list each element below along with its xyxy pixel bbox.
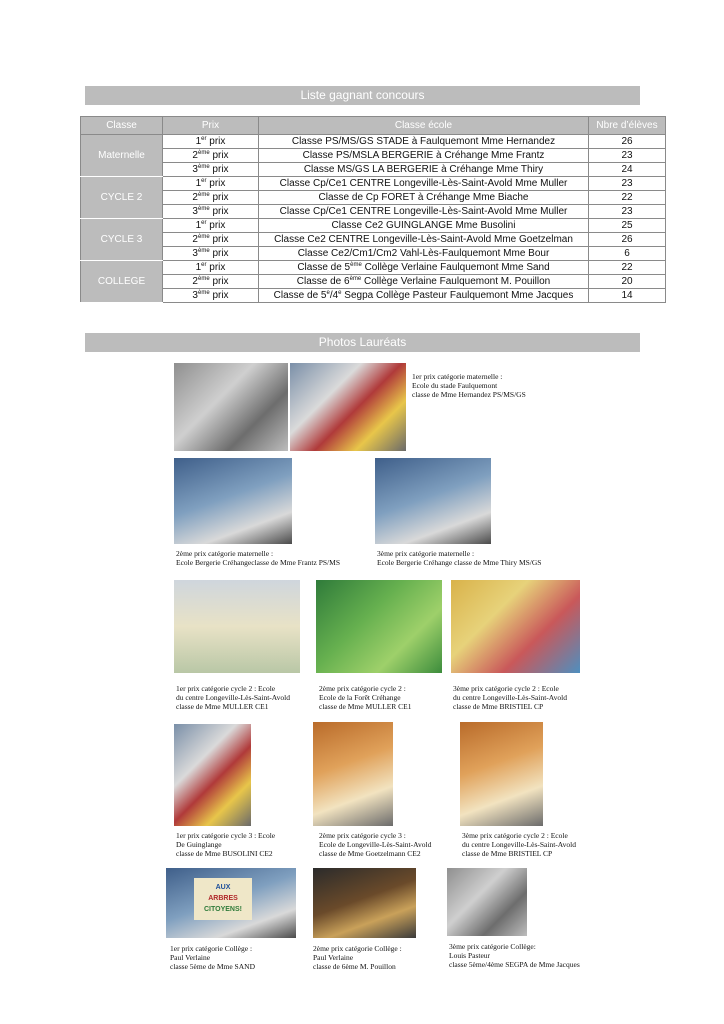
category-cell: CYCLE 3 — [81, 219, 163, 261]
caption-col3: 3ème prix catégorie Collège: Louis Pasteur classe 5ème/4ème SEGPA de Mme Jacques — [449, 942, 580, 969]
photo-c2-3 — [451, 580, 580, 673]
school-cell: Classe Ce2/Cm1/Cm2 Vahl-Lès-Faulquemont Mme Bour — [259, 247, 589, 261]
school-cell: Classe Cp/Ce1 CENTRE Longeville-Lès-Saint-Avold Mme Muller — [259, 205, 589, 219]
count-cell: 26 — [589, 135, 666, 149]
school-cell: Classe PS/MS/GS STADE à Faulquemont Mme Hernandez — [259, 135, 589, 149]
caption-mat2: 2ème prix catégorie maternelle : Ecole Bergerie Créhangeclasse de Mme Frantz PS/MS — [176, 549, 340, 567]
table-row — [81, 289, 666, 303]
prize-cell: 1er prix — [163, 261, 259, 275]
category-cell: Maternelle — [81, 135, 163, 177]
count-cell: 20 — [589, 275, 666, 289]
category-cell: CYCLE 2 — [81, 177, 163, 219]
school-cell: Classe de 5ème Collège Verlaine Faulquemont Mme Sand — [259, 261, 589, 275]
prize-cell: 1er prix — [163, 135, 259, 149]
caption-c2-3: 3ème prix catégorie cycle 2 : Ecole du centre Longeville-Lès-Saint-Avold classe de Mme BRISTIEL CP — [453, 684, 567, 711]
caption-mat3: 3ème prix catégorie maternelle : Ecole Bergerie Créhange classe de Mme Thiry MS/GS — [377, 549, 542, 567]
table-row — [81, 233, 666, 247]
count-cell: 23 — [589, 205, 666, 219]
winners-list-banner: Liste gagnant concours — [85, 86, 640, 105]
prize-cell: 2ème prix — [163, 233, 259, 247]
photo-mat1-b — [290, 363, 406, 451]
header-classe: Classe — [81, 117, 163, 135]
photo-sign: AUX ARBRES CITOYENS! — [194, 878, 252, 920]
photo-mat1-a — [174, 363, 288, 451]
winners-table — [80, 116, 666, 303]
prize-cell: 3ème prix — [163, 163, 259, 177]
table-row — [81, 163, 666, 177]
category-cell: COLLEGE — [81, 261, 163, 303]
header-nbre-eleves: Nbre d’élèves — [589, 117, 666, 135]
count-cell: 24 — [589, 163, 666, 177]
school-cell: Classe PS/MSLA BERGERIE à Créhange Mme Frantz — [259, 149, 589, 163]
count-cell: 23 — [589, 177, 666, 191]
school-cell: Classe Ce2 CENTRE Longeville-Lès-Saint-Avold Mme Goetzelman — [259, 233, 589, 247]
table-row — [81, 191, 666, 205]
school-cell: Classe de 5e/4e Segpa Collège Pasteur Faulquemont Mme Jacques — [259, 289, 589, 303]
caption-c3-2: 2ème prix catégorie cycle 3 : Ecole de Longeville-Lès-Saint-Avold classe de Mme Goetzelmann CE2 — [319, 831, 432, 858]
prize-cell: 2ème prix — [163, 191, 259, 205]
prize-cell: 2ème prix — [163, 149, 259, 163]
caption-c3-1: 1er prix catégorie cycle 3 : Ecole De Guinglange classe de Mme BUSOLINI CE2 — [176, 831, 276, 858]
school-cell: Classe Cp/Ce1 CENTRE Longeville-Lès-Saint-Avold Mme Muller — [259, 177, 589, 191]
photo-col2 — [313, 868, 416, 938]
header-classe-ecole: Classe école — [259, 117, 589, 135]
table-row — [81, 205, 666, 219]
header-prix: Prix — [163, 117, 259, 135]
photo-col1 — [166, 868, 296, 938]
table-row — [81, 149, 666, 163]
count-cell: 6 — [589, 247, 666, 261]
count-cell: 23 — [589, 149, 666, 163]
caption-col2: 2ème prix catégorie Collège : Paul Verlaine classe de 6ème M. Pouillon — [313, 944, 402, 971]
prize-cell: 2ème prix — [163, 275, 259, 289]
photo-c3-1 — [174, 724, 251, 826]
count-cell: 22 — [589, 261, 666, 275]
table-row — [81, 275, 666, 289]
prize-cell: 1er prix — [163, 219, 259, 233]
photo-c3-3 — [460, 722, 543, 826]
prize-cell: 3ème prix — [163, 247, 259, 261]
table-body — [81, 135, 666, 303]
photos-banner: Photos Lauréats — [85, 333, 640, 352]
school-cell: Classe de Cp FORET à Créhange Mme Biache — [259, 191, 589, 205]
caption-c3-3: 3ème prix catégorie cycle 2 : Ecole du centre Longeville-Lès-Saint-Avold classe de Mme BRISTIEL CP — [462, 831, 576, 858]
caption-c2-2: 2ème prix catégorie cycle 2 : Ecole de la Forêt Créhange classe de Mme MULLER CE1 — [319, 684, 412, 711]
table-row — [81, 247, 666, 261]
prize-cell: 1er prix — [163, 177, 259, 191]
caption-mat1: 1er prix catégorie maternelle : Ecole du stade Faulquemont classe de Mme Hernandez PS/MS/GS — [412, 372, 526, 399]
photo-c2-2 — [316, 580, 442, 673]
count-cell: 22 — [589, 191, 666, 205]
table-row — [81, 177, 666, 191]
count-cell: 14 — [589, 289, 666, 303]
photo-mat2 — [174, 458, 292, 544]
table-row — [81, 135, 666, 149]
prize-cell: 3ème prix — [163, 205, 259, 219]
photo-mat3 — [375, 458, 491, 544]
school-cell: Classe de 6ème Collège Verlaine Faulquemont M. Pouillon — [259, 275, 589, 289]
table-row — [81, 219, 666, 233]
photo-c2-1 — [174, 580, 300, 673]
photo-c3-2 — [313, 722, 393, 826]
caption-c2-1: 1er prix catégorie cycle 2 : Ecole du centre Longeville-Lès-Saint-Avold classe de Mme MULLER CE1 — [176, 684, 290, 711]
prize-cell: 3ème prix — [163, 289, 259, 303]
table-row — [81, 261, 666, 275]
caption-col1: 1er prix catégorie Collège : Paul Verlaine classe 5ème de Mme SAND — [170, 944, 255, 971]
count-cell: 26 — [589, 233, 666, 247]
table-header-row — [81, 117, 666, 135]
photo-col3 — [447, 868, 527, 936]
school-cell: Classe Ce2 GUINGLANGE Mme Busolini — [259, 219, 589, 233]
school-cell: Classe MS/GS LA BERGERIE à Créhange Mme Thiry — [259, 163, 589, 177]
count-cell: 25 — [589, 219, 666, 233]
